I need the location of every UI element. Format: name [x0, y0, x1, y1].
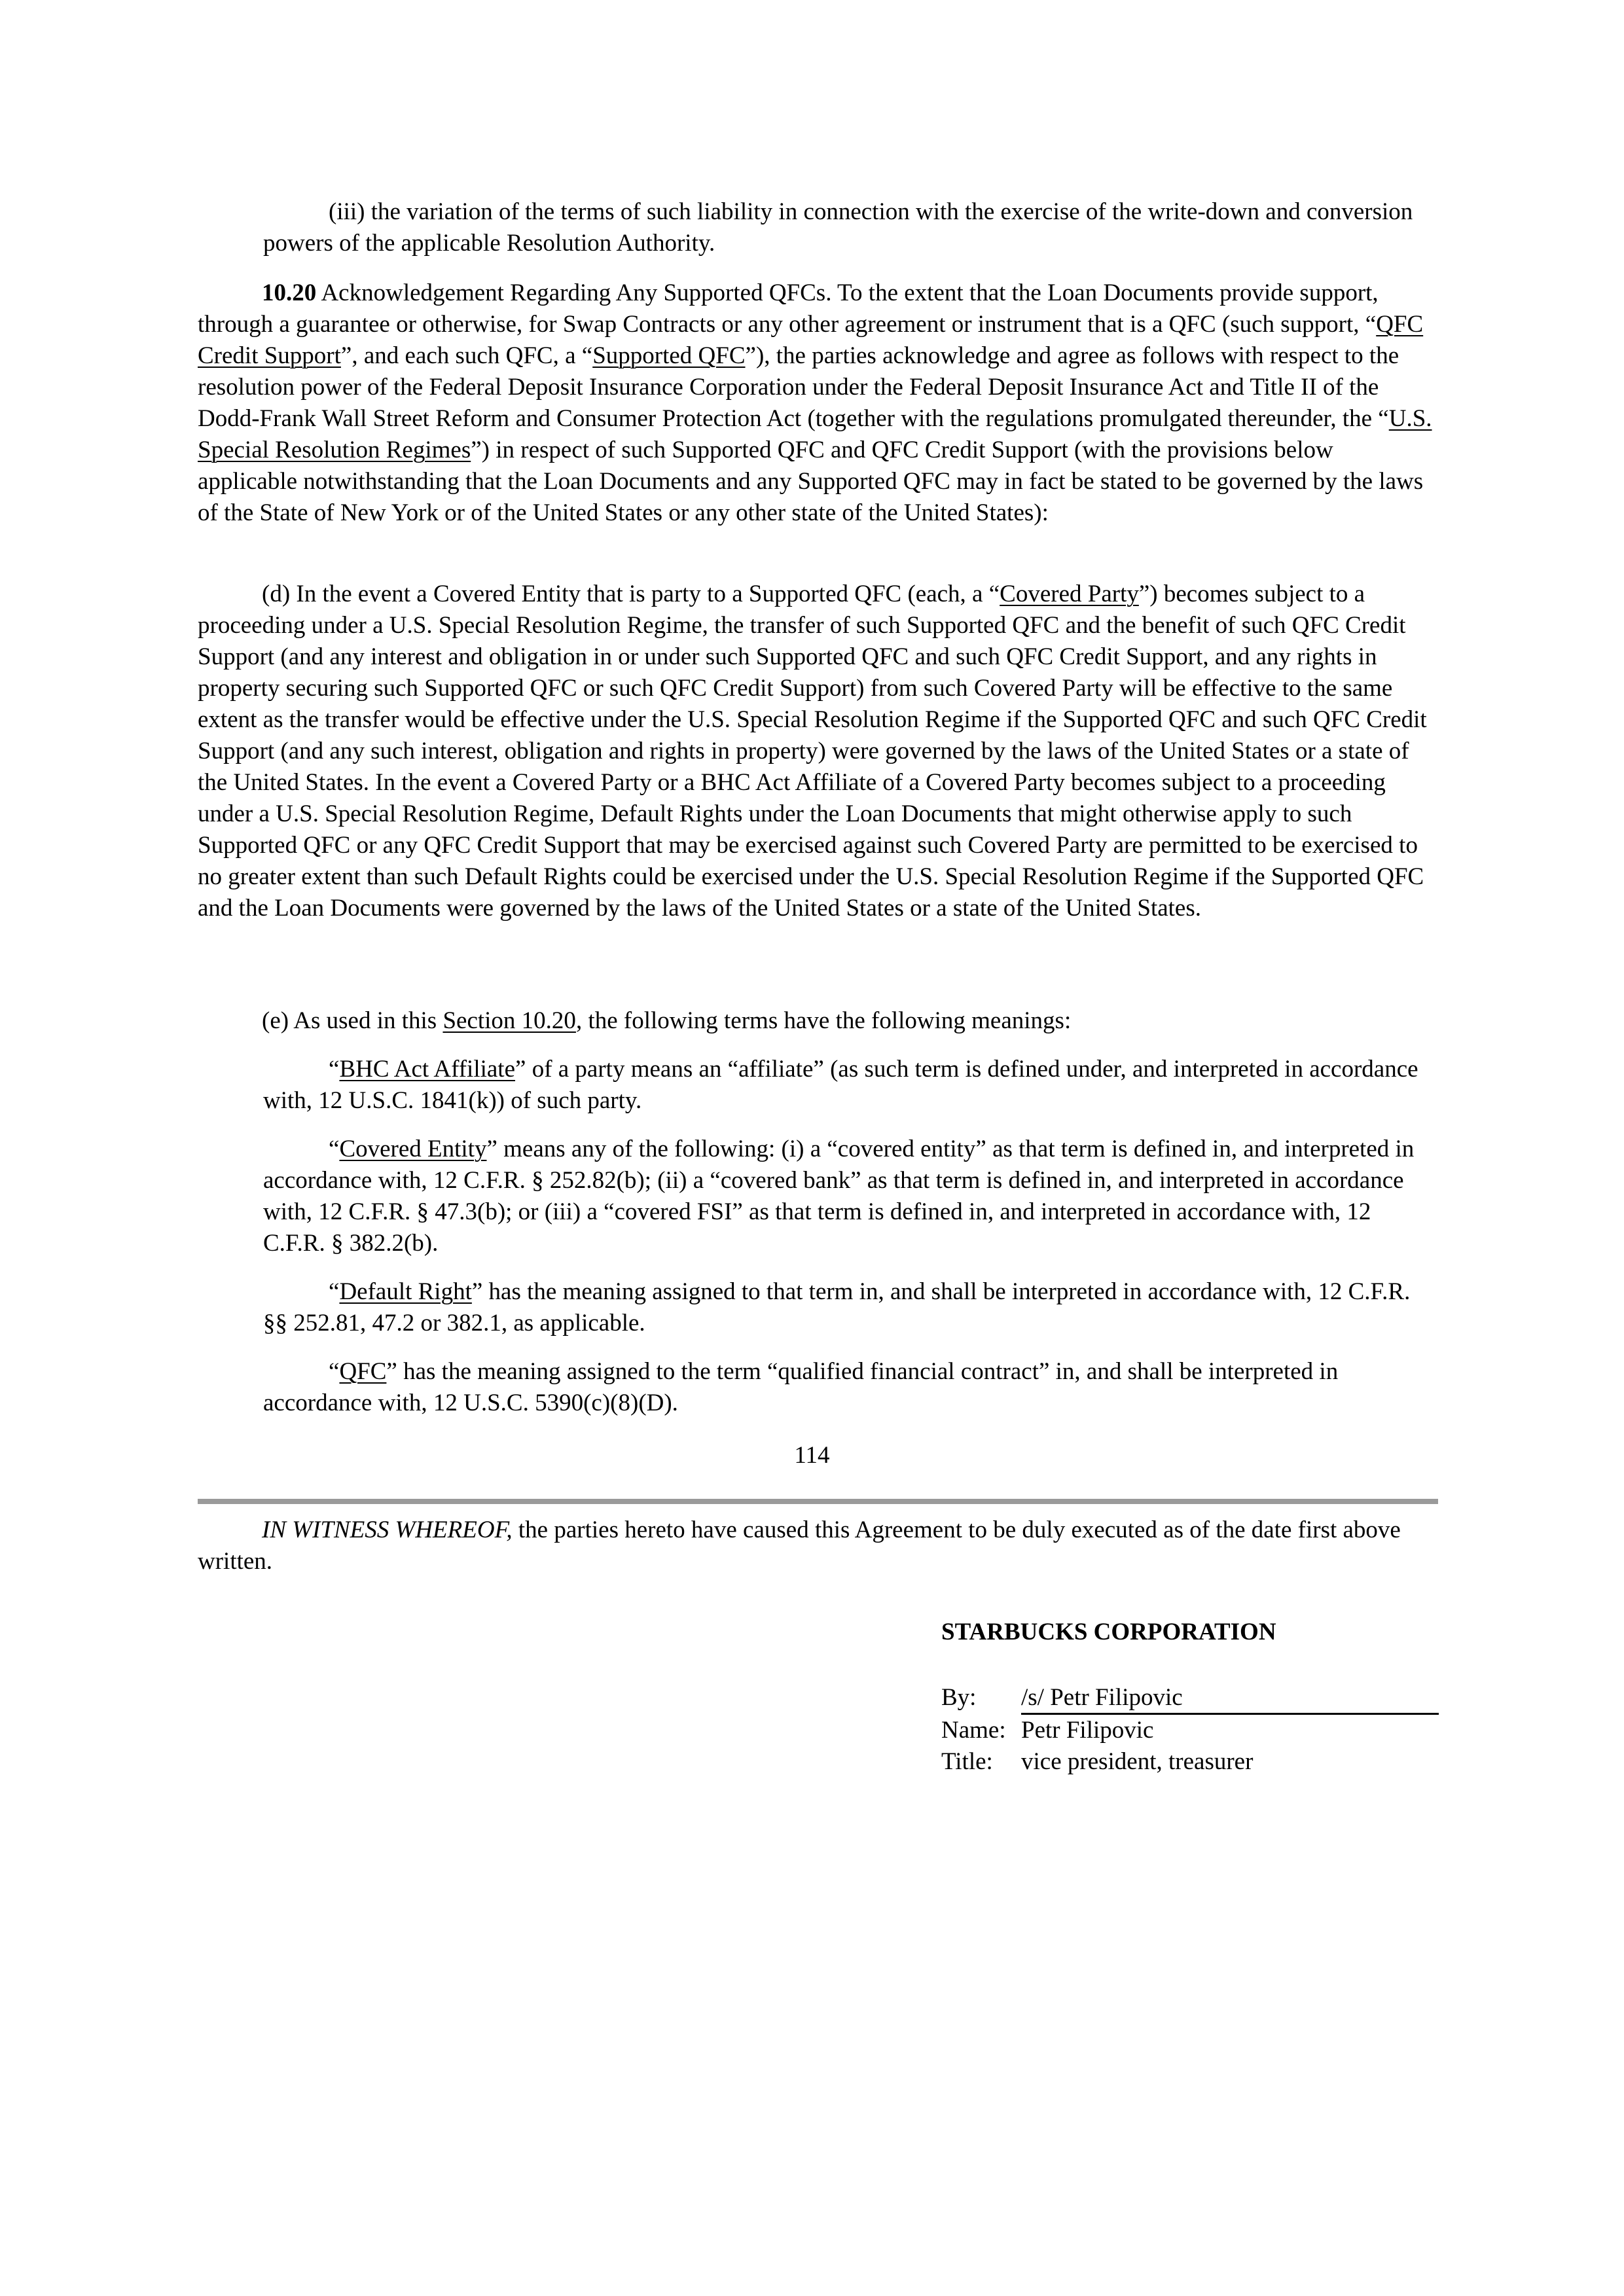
- section-text: ”) in respect of such Supported QFC and QFC Credit Support (with the provisions below applicable notwithstanding that the Loan Documents and any Supported QFC may in fact be stated to be governed by the laws of the State of New York or of the United States or any other state of the United States):: [198, 437, 1424, 526]
- definition-text: ” has the meaning assigned to the term “qualified financial contract” in, and shall be interpreted in accordance with, 12 U.S.C. 5390(c)(8)(D).: [263, 1358, 1339, 1416]
- signature-by-row: [941, 1682, 1439, 1713]
- witness-text: the parties hereto have caused this Agreement to be duly executed as of the date first above written.: [198, 1516, 1401, 1575]
- paragraph-d-text: (d) In the event a Covered Entity that is party to a Supported QFC (each, a “: [262, 581, 1000, 607]
- by-label: By:: [941, 1684, 977, 1711]
- defined-term: Default Right: [339, 1278, 472, 1305]
- section-text: ”), the parties acknowledge and agree as follows with respect to the resolution power of the Federal Deposit Insurance Corporation under the Federal Deposit Insurance Act and Title II of the Dodd-Frank Wall Street Reform and Consumer Protection Act (together with the regulations promulgated thereunder, the “: [198, 342, 1399, 432]
- section-reference: Section 10.20: [442, 1007, 576, 1034]
- paragraph-e: [198, 1005, 1438, 1037]
- title-label: Title:: [941, 1748, 993, 1775]
- name-value: Petr Filipovic: [1021, 1717, 1154, 1744]
- signature-name-row: [941, 1715, 1439, 1746]
- quote-mark: “: [329, 1056, 340, 1083]
- paragraph-iii: [263, 196, 1438, 259]
- section-number: 10.20: [262, 279, 317, 306]
- definition-text: ” means any of the following: (i) a “covered entity” as that term is defined in, and interpreted in accordance with, 12 C.F.R. § 252.82(b); (ii) a “covered bank” as that term is defined in, and interpreted in accordance with, 12 C.F.R. § 47.3(b); or (iii) a “covered FSI” as that term is defined in, and interpreted in accordance with, 12 C.F.R. § 382.2(b).: [263, 1136, 1415, 1257]
- page-number: 114: [794, 1442, 830, 1469]
- definition-text: ” has the meaning assigned to that term in, and shall be interpreted in accordance with, 12 C.F.R. §§ 252.81, 47.2 or 382.1, as applicable.: [263, 1278, 1411, 1336]
- paragraph-d: [198, 579, 1438, 924]
- definition-qfc: [263, 1356, 1438, 1419]
- definition-covered-entity: [263, 1134, 1438, 1259]
- page-break-rule: [198, 1499, 1438, 1504]
- defined-term-qfc-credit-support: QFC Credit Support: [198, 311, 1424, 369]
- signatory-company: STARBUCKS CORPORATION: [941, 1619, 1276, 1645]
- name-label: Name:: [941, 1717, 1006, 1744]
- defined-term: BHC Act Affiliate: [339, 1056, 516, 1083]
- quote-mark: “: [329, 1136, 340, 1162]
- paragraph-e-text: (e) As used in this: [262, 1007, 443, 1034]
- paragraph-d-text: ”) becomes subject to a proceeding under a U.S. Special Resolution Regime, the transfer of such Supported QFC and the benefit of such QFC Credit Support (and any interest and obligation in or under such Supported QFC and such QFC Credit Support, and any rights in property securing such Supported QFC or such QFC Credit Support) from such Covered Party will be effective to the same extent as the transfer would be effective under the U.S. Special Resolution Regime if the Supported QFC and such QFC Credit Support (and any such interest, obligation and rights in property) were governed by the laws of the United States or a state of the United States. In the event a Covered Party or a BHC Act Affiliate of a Covered Party becomes subject to a proceeding under a U.S. Special Resolution Regime, Default Rights under the Loan Documents that might otherwise apply to such Supported QFC or any QFC Credit Support that may be exercised against such Covered Party are permitted to be exercised to no greater extent than such Default Rights could be exercised under the U.S. Special Resolution Regime if the Supported QFC and the Loan Documents were governed by the laws of the United States or a state of the United States.: [198, 581, 1427, 922]
- defined-term-supported-qfc: Supported QFC: [592, 342, 746, 369]
- defined-term: Covered Entity: [339, 1136, 487, 1162]
- quote-mark: “: [329, 1278, 340, 1305]
- paragraph-e-text: , the following terms have the following meanings:: [575, 1007, 1072, 1034]
- section-text: Acknowledgement Regarding Any Supported QFCs. To the extent that the Loan Documents provide support, through a guarantee or otherwise, for Swap Contracts or any other agreement or instrument that is a QFC (such support, “: [198, 279, 1379, 338]
- definition-bhc-act-affiliate: [263, 1054, 1438, 1117]
- definition-default-right: [263, 1276, 1438, 1339]
- definition-text: ” of a party means an “affiliate” (as such term is defined under, and interpreted in accordance with, 12 U.S.C. 1841(k)) of such party.: [263, 1056, 1418, 1114]
- signature-value: /s/ Petr Filipovic: [1021, 1684, 1183, 1711]
- section-10-20-paragraph: [198, 278, 1438, 529]
- defined-term-us-special-resolution-regimes: U.S. Special Resolution Regimes: [198, 405, 1432, 463]
- title-value: vice president, treasurer: [1021, 1748, 1254, 1775]
- paragraph-iii-text: (iii) the variation of the terms of such liability in connection with the exercise of the write-down and conversion powers of the applicable Resolution Authority.: [263, 198, 1413, 257]
- witness-clause: [198, 1515, 1438, 1577]
- quote-mark: “: [329, 1358, 340, 1385]
- witness-lead: IN WITNESS WHEREOF,: [262, 1516, 513, 1543]
- signature-title-row: [941, 1746, 1439, 1778]
- defined-term-covered-party: Covered Party: [1000, 581, 1139, 607]
- section-text: ”, and each such QFC, a “: [340, 342, 593, 369]
- defined-term: QFC: [339, 1358, 387, 1385]
